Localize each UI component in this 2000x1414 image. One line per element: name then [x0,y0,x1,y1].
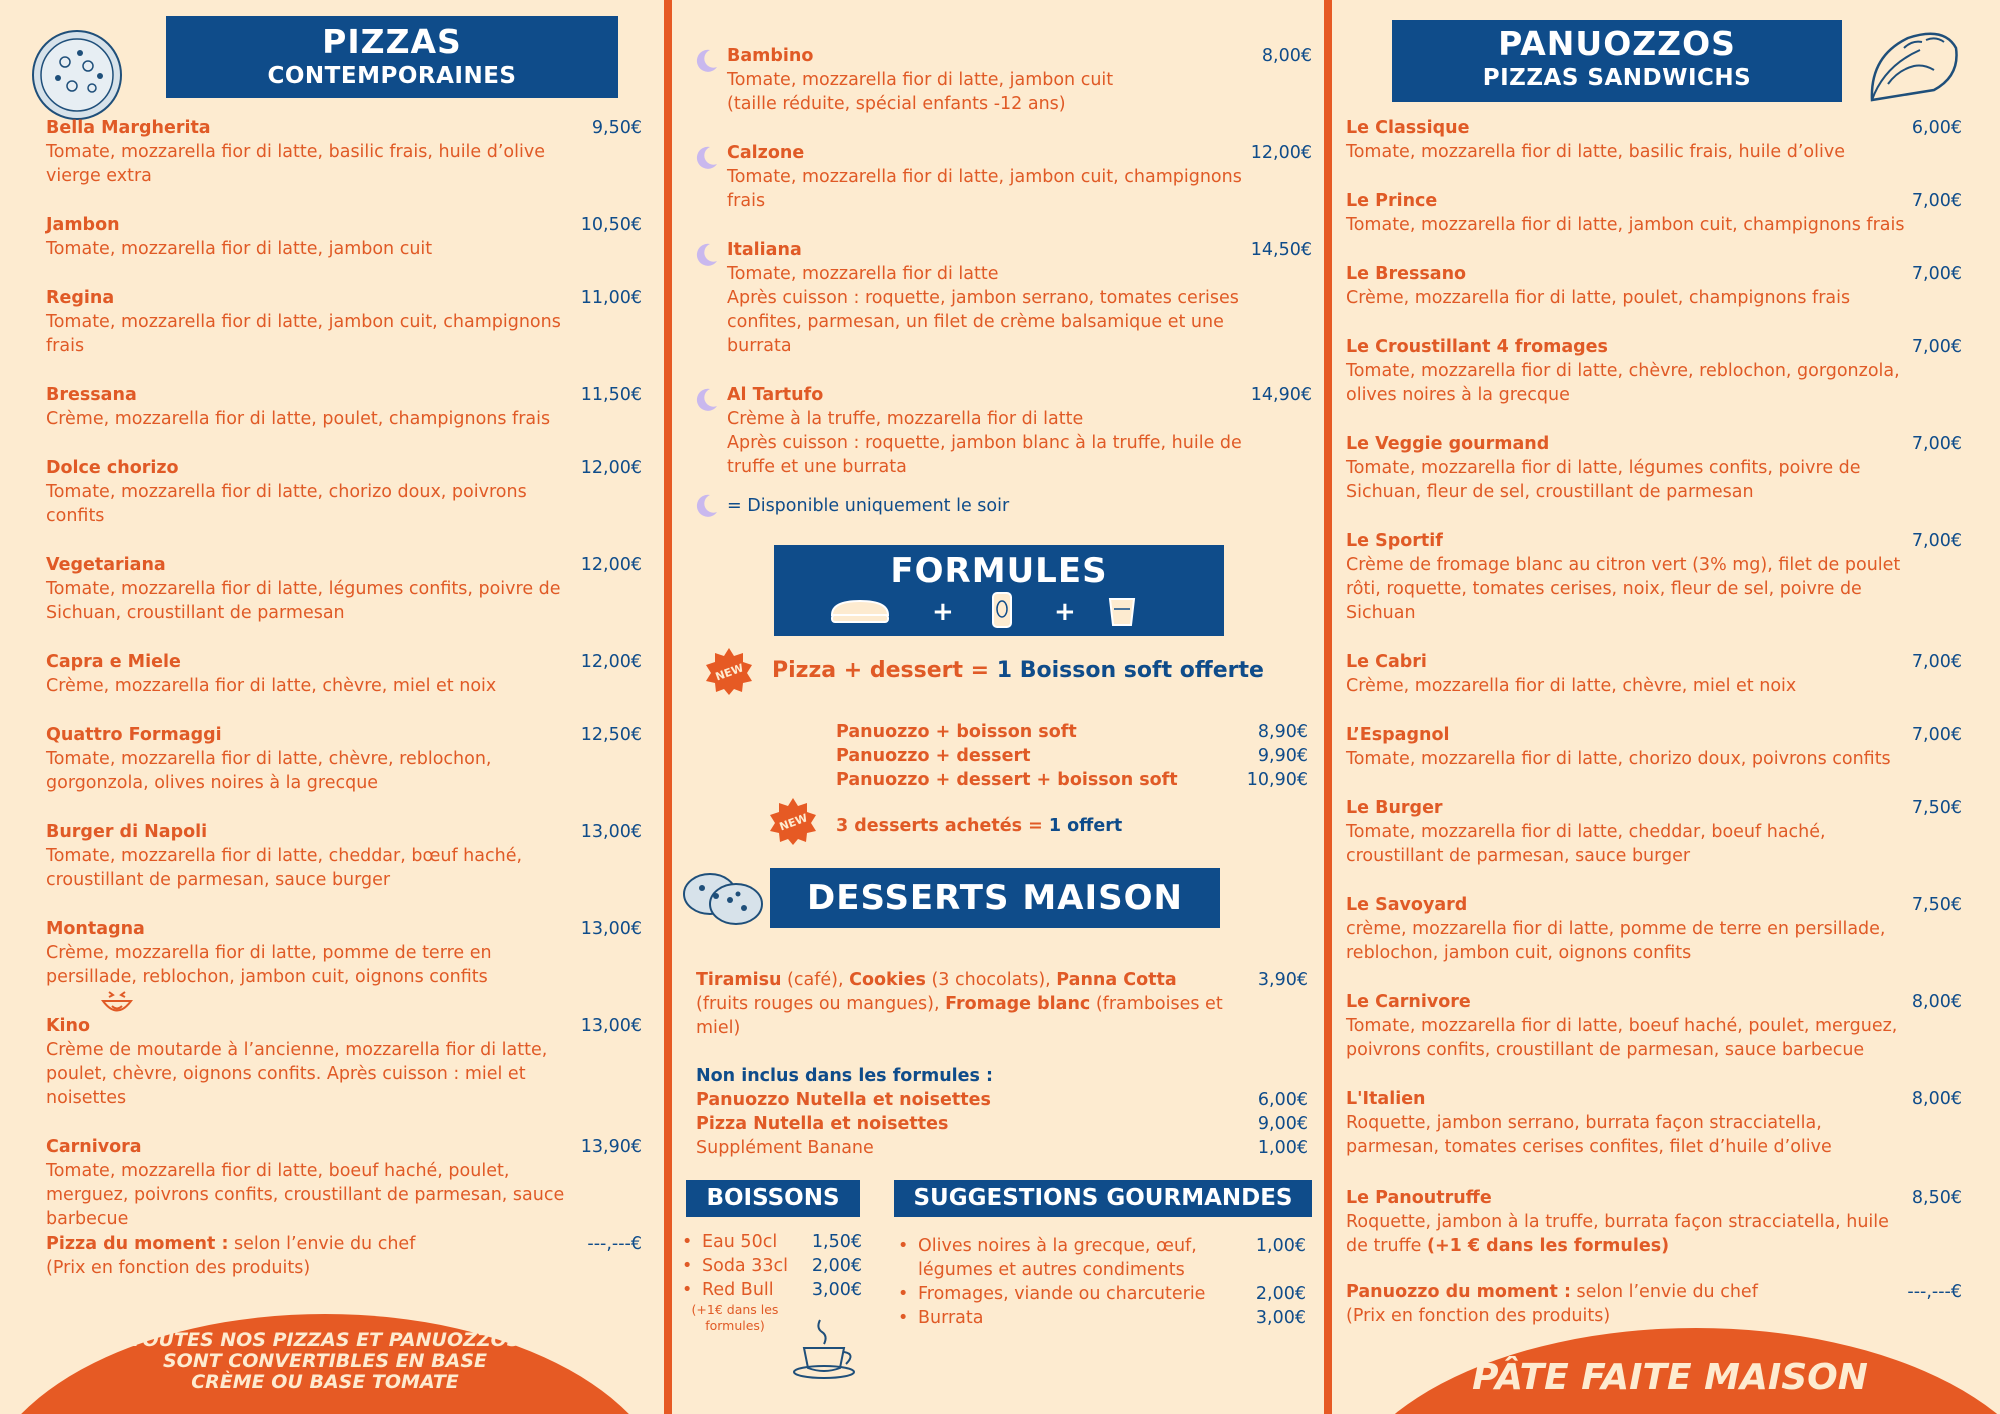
menu-item-name: Carnivora [46,1137,142,1157]
suggestion-item [896,1306,1306,1330]
pizza-du-moment [46,1232,642,1280]
menu-item-price: 9,50€ [591,118,642,138]
menu-item-name: Le Savoyard [1346,895,1468,915]
menu-item [1346,893,1962,965]
menu-item-desc: Crème, mozzarella fior di latte, pomme de terre en persillade, reblochon, jambon cuit, oignons confits [46,943,492,987]
menu-item [1346,990,1962,1062]
menu-item-name: Le Burger [1346,798,1443,818]
menu-item-name: Burger di Napoli [46,822,208,842]
menu-item-price: 12,00€ [580,555,642,575]
menu-item-desc: Tomate, mozzarella fior di latte, jambon cuit [727,70,1114,90]
suggestions-title: SUGGESTIONS GOURMANDES [913,1185,1293,1211]
moon-icon [693,387,719,413]
formule-line-price: 9,90€ [1257,746,1308,766]
suggestion-price: 1,00€ [1255,1236,1306,1256]
menu-item-desc: Tomate, mozzarella fior di latte, jambon cuit [46,239,433,259]
boisson-price: 1,50€ [811,1232,862,1252]
menu-item-name: Capra e Miele [46,652,181,672]
menu-item-desc-after: Après cuisson : roquette, jambon serrano, tomates cerises confites, parmesan, un filet de crème balsamique et une burrata [727,288,1239,356]
menu-item-price: 13,00€ [580,822,642,842]
menu-item-desc: Tomate, mozzarella fior di latte, jambon cuit, champignons frais [727,167,1242,211]
suggestions-title-box [894,1180,1312,1217]
menu-item-price: 13,00€ [580,1016,642,1036]
menu-item-price: 13,00€ [580,919,642,939]
menu-item-price: 8,00€ [1911,1089,1962,1109]
dessert-extra-price: 9,00€ [1257,1114,1308,1134]
formule-promo-offer: 1 Boisson soft offerte [996,658,1264,683]
menu-item [46,213,642,261]
dessert-cup-icon [1106,593,1138,627]
menu-item [46,116,642,188]
not-included-label: Non inclus dans les formules : [696,1066,994,1086]
menu-item-name: Jambon [46,215,120,235]
soda-can-icon [990,589,1014,629]
menu-item-price: 14,90€ [1250,385,1312,405]
menu-item-name: Le Classique [1346,118,1470,138]
menu-item-price: 6,00€ [1911,118,1962,138]
formule-promo [772,656,1264,686]
panuozzo-du-moment-desc: selon l’envie du chef [1570,1282,1758,1302]
suggestion-label: • Olives noires à la grecque, œuf, légumes et autres condiments [918,1236,1197,1280]
column-divider-left [664,0,672,1414]
dessert-extra [696,1136,1308,1160]
menu-item-name: Al Tartufo [727,385,824,405]
menu-item [46,820,642,892]
menu-item-desc: Crème de moutarde à l’ancienne, mozzarella fior di latte, poulet, chèvre, oignons confits. Après cuisson : miel et noisettes [46,1040,548,1108]
menu-item [1346,116,1962,164]
menu-item-desc: Tomate, mozzarella fior di latte, jambon cuit, champignons frais [46,312,561,356]
new-badge-label: NEW [777,811,810,834]
formule-line [836,768,1308,792]
dessert-name: Cookies [849,970,926,990]
formule-line-label: Panuozzo + dessert + boisson soft [836,770,1178,790]
pizzas-subtitle: CONTEMPORAINES [267,63,517,89]
pizza-du-moment-desc: selon l’envie du chef [228,1234,416,1254]
dessert-main-price: 3,90€ [1257,970,1308,990]
boisson-price: 3,00€ [811,1280,862,1300]
menu-item-desc: Tomate, mozzarella fior di latte, légumes confits, poivre de Sichuan, fleur de sel, croustillant de parmesan [1346,458,1861,502]
suggestion-price: 2,00€ [1255,1284,1306,1304]
menu-item [46,383,642,431]
menu-item-desc: Crème, mozzarella fior di latte, chèvre, miel et noix [1346,676,1797,696]
dessert-promo-offer: 1 offert [1048,816,1123,836]
menu-item-name: Italiana [727,240,802,260]
menu-item-price: 7,00€ [1911,264,1962,284]
sandwich-icon [828,595,892,627]
menu-item-desc: crème, mozzarella fior di latte, pomme de terre en persillade, reblochon, jambon cuit, oignons confits [1346,919,1886,963]
dessert-main-line [696,968,1228,1040]
boissons-title-box [686,1180,860,1217]
menu-item-desc: Crème à la truffe, mozzarella fior di latte [727,409,1084,429]
pizzas-title: PIZZAS [322,22,462,61]
menu-item-name: Le Carnivore [1346,992,1471,1012]
menu-item-desc-after: (taille réduite, spécial enfants -12 ans) [727,94,1066,114]
dessert-extras [696,1088,1308,1160]
panoutruffe-desc-wrap [1346,1210,1906,1258]
menu-item-desc: Crème, mozzarella fior di latte, chèvre, miel et noix [46,676,497,696]
menu-item-name: Le Veggie gourmand [1346,434,1550,454]
menu-item-desc: Tomate, mozzarella fior di latte, légumes confits, poivre de Sichuan, croustillant de parmesan [46,579,561,623]
panoutruffe-name: Le Panoutruffe [1346,1188,1492,1208]
dessert-promo [836,814,1122,838]
menu-item-desc: Tomate, mozzarella fior di latte [727,264,999,284]
menu-item-price: 7,00€ [1911,725,1962,745]
pizza-list [46,116,642,1256]
menu-item [1346,335,1962,407]
menu-item-name: Bambino [727,46,814,66]
formules-title-box [774,545,1224,636]
menu-item-name: Regina [46,288,115,308]
menu-item-desc: Tomate, mozzarella fior di latte, boeuf haché, poulet, merguez, poivrons confits, croustillant de parmesan, sauce barbecue [1346,1016,1898,1060]
footer-note-line: TOUTES NOS PIZZAS ET PANUOZZOS [129,1329,521,1351]
menu-item-desc: Tomate, mozzarella fior di latte, chèvre, reblochon, gorgonzola, olives noires à la grecque [1346,361,1900,405]
dessert-detail: (fruits rouges ou mangues), [696,994,946,1014]
menu-item-desc: Tomate, mozzarella fior di latte, boeuf haché, poulet, merguez, poivrons confits, croustillant de parmesan, sauce barbecue [46,1161,565,1229]
menu-item-price: 14,50€ [1250,240,1312,260]
cookies-icon [680,868,766,928]
menu-item-desc-after: Après cuisson : roquette, jambon blanc à la truffe, huile de truffe et une burrata [727,433,1242,477]
pizzas-title-box [166,16,618,98]
boisson-item [680,1278,862,1302]
menu-item-desc: Crème, mozzarella fior di latte, poulet, champignons frais [1346,288,1851,308]
menu-item-desc: Tomate, mozzarella fior di latte, jambon cuit, champignons frais [1346,215,1905,235]
moon-icon [693,242,719,268]
menu-item [1346,650,1962,698]
dessert-extra-price: 6,00€ [1257,1090,1308,1110]
menu-item [727,44,1312,116]
menu-item-name: L'Italien [1346,1089,1426,1109]
footer-note-right: PÂTE FAITE MAISON [1472,1357,1868,1398]
menu-item-name: Dolce chorizo [46,458,179,478]
formule-promo-prefix: Pizza + dessert = [772,658,997,683]
moon-icon [693,48,719,74]
moon-icon [693,145,719,171]
menu-item [1346,262,1962,310]
menu-item-name: Quattro Formaggi [46,725,222,745]
menu-item-price: 12,00€ [1250,143,1312,163]
menu-item-desc: Crème de fromage blanc au citron vert (3% mg), filet de poulet rôti, roquette, tomates cerises, noix, fleur de sel, poivre de Sichuan [1346,555,1901,623]
menu-item [46,723,642,795]
suggestions-list [896,1234,1306,1330]
plus-sign: + [1054,597,1076,627]
pizza-du-moment-label: Pizza du moment : [46,1234,229,1254]
menu-item [46,1014,642,1110]
panuozzo-du-moment [1346,1280,1962,1328]
boisson-item [680,1254,862,1278]
menu-item-price: 7,00€ [1911,191,1962,211]
menu-item [727,238,1312,358]
menu-item-desc: Tomate, mozzarella fior di latte, cheddar, boeuf haché, croustillant de parmesan, sauce burger [1346,822,1826,866]
suggestion-label: • Burrata [918,1308,984,1328]
menu-item-name: Bressana [46,385,137,405]
pizza-icon [30,28,124,122]
menu-item [1346,189,1962,237]
smiley-bowl-icon [100,984,134,1018]
dessert-detail: (3 chocolats), [925,970,1057,990]
pizza-du-moment-note: (Prix en fonction des produits) [46,1258,311,1278]
dessert-name: Tiramisu [696,970,782,990]
dessert-list [696,968,1308,1160]
menu-item [46,553,642,625]
menu-item-price: 7,50€ [1911,798,1962,818]
plus-sign: + [932,597,954,627]
menu-item [1346,723,1962,771]
desserts-title-box [770,868,1220,928]
menu-item [727,141,1312,213]
menu-item-price: 11,50€ [580,385,642,405]
suggestion-price: 3,00€ [1255,1308,1306,1328]
menu-item [46,456,642,528]
formule-line-label: Panuozzo + boisson soft [836,722,1077,742]
dessert-detail: (café), [781,970,850,990]
dessert-extra-label: Pizza Nutella et noisettes [696,1114,949,1134]
boisson-label: Red Bull [702,1280,774,1300]
boissons-note: (+1€ dans les formules) [691,1302,779,1333]
panuozzos-title-box [1392,20,1842,102]
evening-pizza-list [727,44,1312,504]
panuozzo-du-moment-label: Panuozzo du moment : [1346,1282,1571,1302]
evening-legend-text: = Disponible uniquement le soir [727,496,1010,516]
footer-note-left [90,1330,560,1393]
dessert-name: Fromage blanc [945,994,1091,1014]
evening-legend [727,494,1127,518]
menu-item-price: 7,00€ [1911,434,1962,454]
menu-item [46,286,642,358]
dessert-name: Panna Cotta [1056,970,1177,990]
menu-item-price: 12,00€ [580,458,642,478]
panuozzo-du-moment-price: ---,---€ [1907,1282,1962,1302]
formule-line [836,744,1308,768]
panoutruffe-price: 8,50€ [1911,1188,1962,1208]
footer-note-line: SONT CONVERTIBLES EN BASE [162,1350,487,1372]
menu-item-desc: Tomate, mozzarella fior di latte, basilic frais, huile d’olive vierge extra [46,142,545,186]
menu-item-price: 7,00€ [1911,337,1962,357]
formules-title: FORMULES [890,551,1108,591]
pizza-du-moment-price: ---,---€ [587,1234,642,1254]
new-badge-icon [768,796,818,846]
dessert-extra-label: Panuozzo Nutella et noisettes [696,1090,991,1110]
menu-item-price: 12,00€ [580,652,642,672]
suggestion-label: • Fromages, viande ou charcuterie [918,1284,1206,1304]
menu-item-name: Le Sportif [1346,531,1443,551]
menu-item-desc: Tomate, mozzarella fior di latte, chèvre, reblochon, gorgonzola, olives noires à la grecque [46,749,492,793]
formule-line-label: Panuozzo + dessert [836,746,1031,766]
menu-item [1346,529,1962,625]
menu-item-desc: Tomate, mozzarella fior di latte, chorizo doux, poivrons confits [1346,749,1891,769]
column-divider-right [1324,0,1332,1414]
panoutruffe-extra: (+1 € dans les formules) [1426,1236,1670,1256]
menu-item [46,917,642,989]
menu-item-name: Le Bressano [1346,264,1467,284]
coffee-cup-icon [790,1316,862,1380]
menu-item-price: 7,50€ [1911,895,1962,915]
menu-item [1346,796,1962,868]
menu-item [1346,432,1962,504]
panuozzos-title: PANUOZZOS [1498,24,1736,63]
boisson-price: 2,00€ [811,1256,862,1276]
menu-item-desc: Tomate, mozzarella fior di latte, basilic frais, huile d’olive [1346,142,1845,162]
menu-item-price: 11,00€ [580,288,642,308]
dessert-extra [696,1088,1308,1112]
menu-item-price: 8,00€ [1911,992,1962,1012]
menu-item-desc: Crème, mozzarella fior di latte, poulet, champignons frais [46,409,551,429]
panuozzo-du-moment-note: (Prix en fonction des produits) [1346,1306,1611,1326]
formule-lines [836,720,1308,792]
boisson-label: Soda 33cl [702,1256,788,1276]
menu-item-price: 12,50€ [580,725,642,745]
dessert-extra-label: Supplément Banane [696,1138,874,1158]
sandwich-taco-icon [1864,26,1964,112]
dessert-extra-price: 1,00€ [1257,1138,1308,1158]
menu-item-name: Kino [46,1016,91,1036]
menu-item-name: Le Croustillant 4 fromages [1346,337,1608,357]
boisson-label: Eau 50cl [702,1232,778,1252]
new-badge-icon [704,646,754,696]
menu-item-name: Calzone [727,143,805,163]
menu-item [727,383,1312,479]
menu-item-price: 10,50€ [580,215,642,235]
menu-item-name: Bella Margherita [46,118,211,138]
formule-line [836,720,1308,744]
dessert-extra [696,1112,1308,1136]
menu-item-name: Le Cabri [1346,652,1427,672]
boissons-title: BOISSONS [706,1185,840,1211]
formule-line-price: 8,90€ [1257,722,1308,742]
menu-item-price: 7,00€ [1911,531,1962,551]
panuozzos-subtitle: PIZZAS SANDWICHS [1482,65,1752,91]
menu-item-name: Vegetariana [46,555,166,575]
suggestion-item [896,1234,1306,1282]
boissons-list [680,1230,862,1302]
menu-item [46,1135,642,1231]
menu-item-price: 13,90€ [580,1137,642,1157]
dessert-detail: (framboises et miel) [696,994,1223,1038]
menu-item-name: Le Prince [1346,191,1438,211]
menu-item-desc: Roquette, jambon serrano, burrata façon stracciatella, parmesan, tomates cerises confites, filet d’huile d’olive [1346,1113,1832,1157]
moon-icon [693,493,719,519]
menu-item-name: Montagna [46,919,145,939]
boisson-item [680,1230,862,1254]
new-badge-label: NEW [713,661,746,684]
menu-item [46,650,642,698]
menu-item [1346,1087,1962,1159]
panuozzo-list [1346,116,1962,1184]
dessert-promo-prefix: 3 desserts achetés = [836,816,1049,836]
menu-item-price: 8,00€ [1261,46,1312,66]
desserts-title: DESSERTS MAISON [807,878,1183,918]
menu-item-name: L’Espagnol [1346,725,1450,745]
panoutruffe-item [1346,1186,1962,1258]
formule-line-price: 10,90€ [1246,770,1308,790]
menu-item-desc: Tomate, mozzarella fior di latte, cheddar, bœuf haché, croustillant de parmesan, sauce burger [46,846,523,890]
panoutruffe-desc: Roquette, jambon à la truffe, burrata façon stracciatella, huile de truffe [1346,1212,1889,1256]
footer-note-line: CRÈME OU BASE TOMATE [191,1371,459,1393]
menu-item-price: 7,00€ [1911,652,1962,672]
menu-item-desc: Tomate, mozzarella fior di latte, chorizo doux, poivrons confits [46,482,527,526]
suggestion-item [896,1282,1306,1306]
